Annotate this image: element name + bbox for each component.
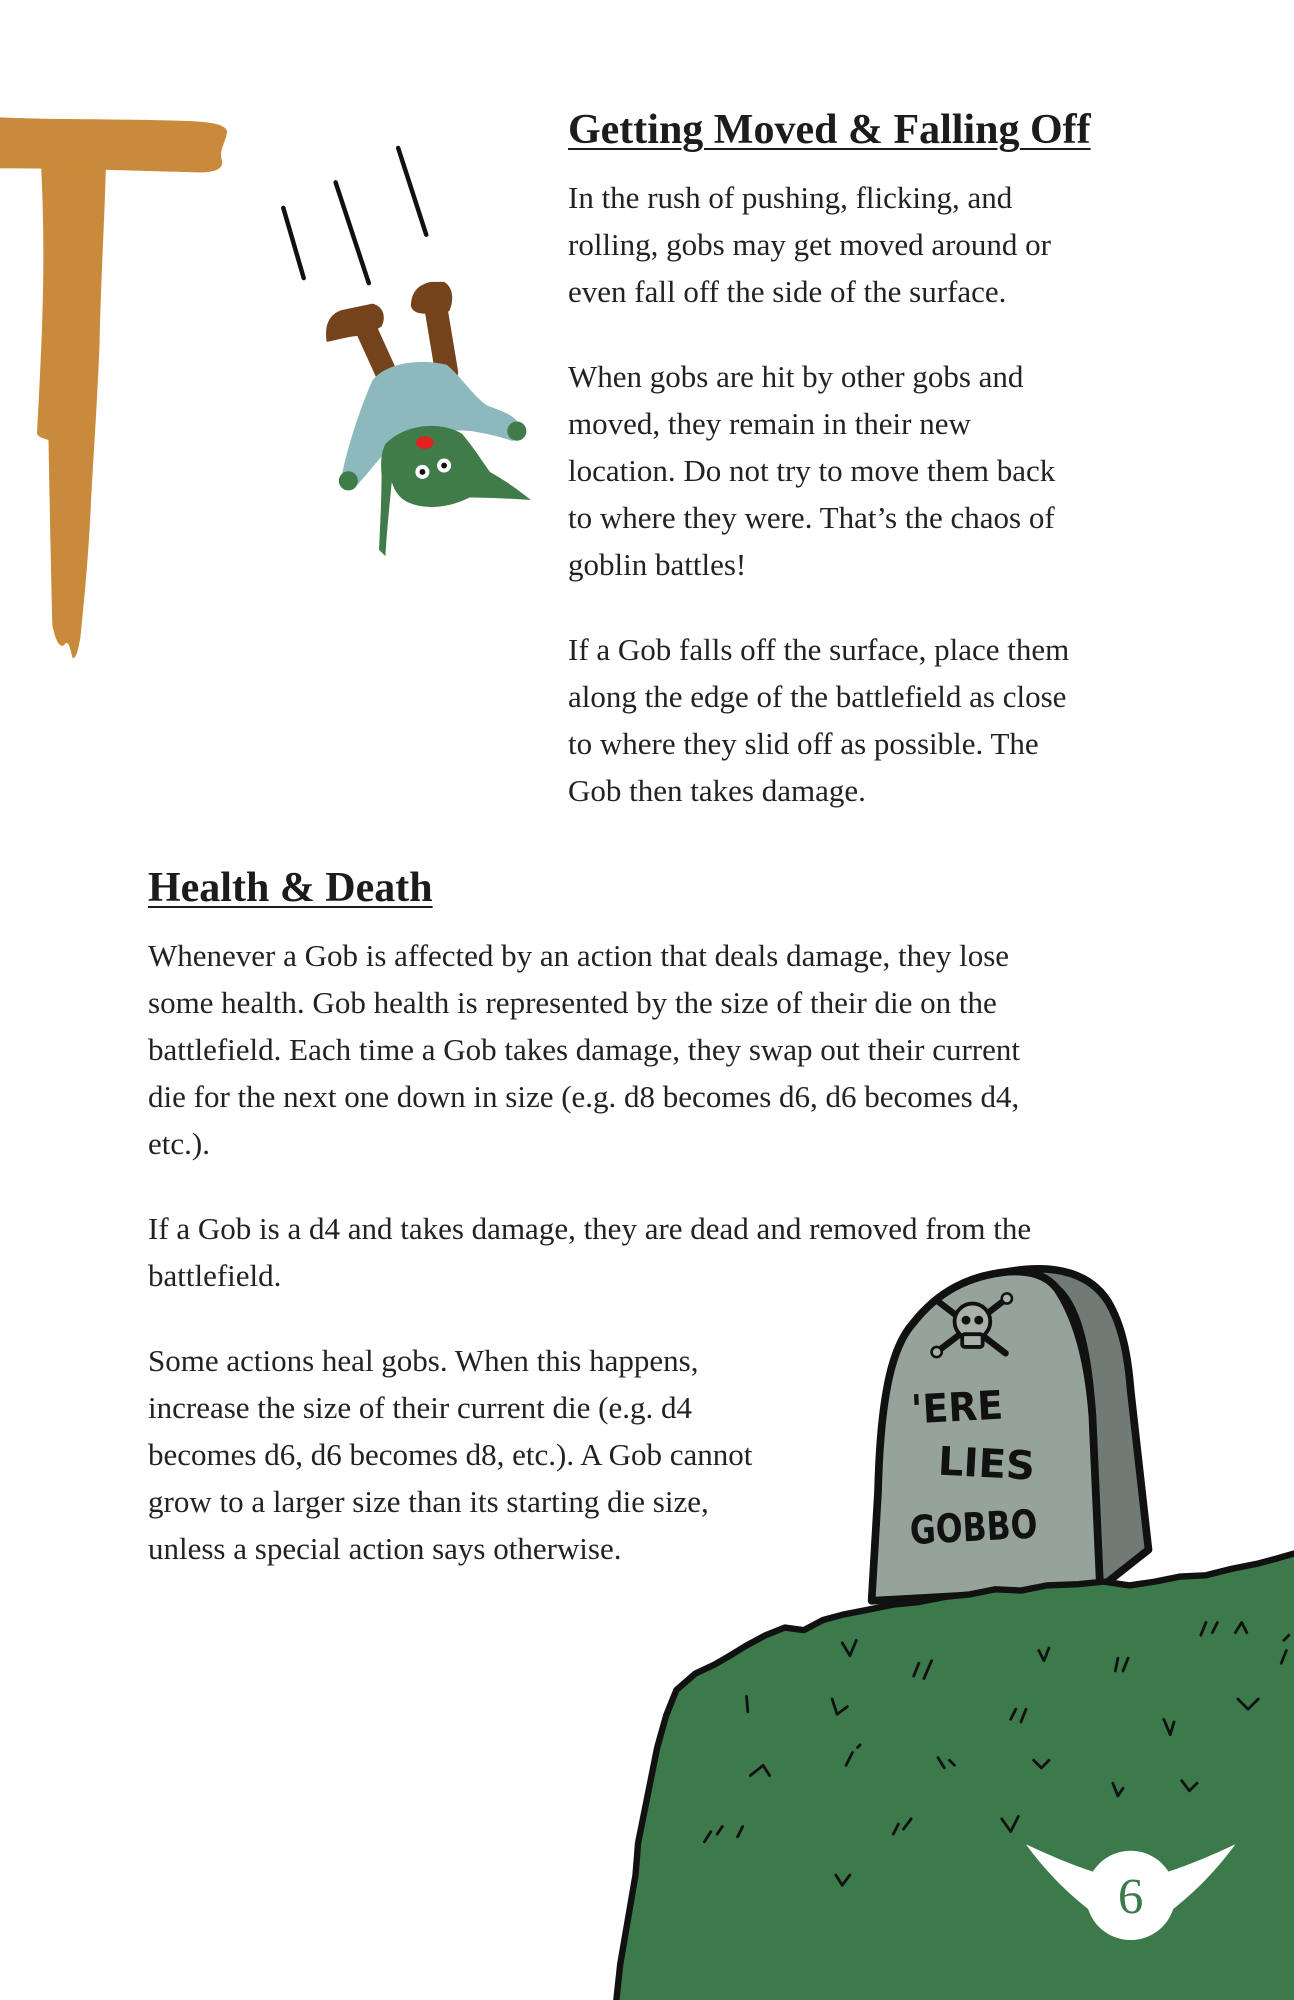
paragraph-line: die for the next one down in size (e.g. d8 becomes d6, d6 becomes d4, (148, 1079, 1020, 1114)
wooden-post-icon (0, 117, 227, 658)
motion-lines (283, 148, 426, 283)
inscription-line-2: LIES (936, 1438, 1035, 1490)
paragraph-line: to where they slid off as possible. The (568, 726, 1039, 761)
paragraph-line: etc.). (148, 1126, 210, 1161)
paragraph-line: along the edge of the battlefield as close (568, 679, 1067, 714)
section-getting-moved (568, 104, 1268, 852)
paragraph (148, 1205, 1248, 1299)
paragraph-line: If a Gob is a d4 and takes damage, they are dead and removed from the (148, 1211, 1032, 1246)
paragraph-line: Gob then takes damage. (568, 773, 866, 808)
goblin-hand-right (507, 422, 526, 441)
paragraph-line: Whenever a Gob is affected by an action that deals damage, they lose (148, 938, 1010, 973)
paragraph (568, 626, 1268, 814)
paragraph-line: unless a special action says otherwise. (148, 1531, 622, 1566)
paragraph-line: Some actions heal gobs. When this happens, (148, 1343, 699, 1378)
paragraph (148, 1337, 1248, 1572)
paragraph-line: becomes d6, d6 becomes d8, etc.). A Gob cannot (148, 1437, 753, 1472)
paragraph (568, 353, 1268, 588)
inscription-line-3: GOBBO (908, 1499, 1071, 1555)
paragraph-line: goblin battles! (568, 547, 747, 582)
paragraph-line: grow to a larger size than its starting die size, (148, 1484, 709, 1519)
paragraph-line: some health. Gob health is represented by the size of their die on the (148, 985, 997, 1020)
grass-hill-fill (616, 1554, 1294, 2000)
paragraph-line: In the rush of pushing, flicking, and (568, 180, 1013, 215)
paragraph-line: moved, they remain in their new (568, 406, 971, 441)
paragraph-line: rolling, gobs may get moved around or (568, 227, 1051, 262)
post-crossbar (0, 117, 227, 172)
goblin-head (379, 426, 531, 556)
grass-hill-icon (616, 1554, 1294, 2000)
paragraph-line: increase the size of their current die (e.g. d4 (148, 1390, 692, 1425)
paragraph-line: battlefield. (148, 1258, 282, 1293)
paragraph (568, 174, 1268, 315)
paragraph (148, 932, 1248, 1167)
post-upright (37, 160, 106, 658)
paragraph-line: If a Gob falls off the surface, place them (568, 632, 1070, 667)
goblin-mark (416, 436, 434, 449)
paragraph-line: even fall off the side of the surface. (568, 274, 1007, 309)
section-heading: Getting Moved & Falling Off (568, 107, 1091, 153)
section-heading: Health & Death (148, 865, 433, 911)
paragraph-line: to where they were. That’s the chaos of (568, 500, 1055, 535)
falling-goblin-icon (283, 148, 531, 556)
page-number: 6 (1117, 1869, 1144, 1926)
paragraph-line: battlefield. Each time a Gob takes damage, they swap out their current (148, 1032, 1020, 1067)
section-health-death (148, 862, 1248, 1610)
goblin-hand-left (339, 471, 358, 490)
inscription-line-1: 'ERE (910, 1382, 1009, 1434)
paragraph-line: location. Do not try to move them back (568, 453, 1056, 488)
paragraph-line: When gobs are hit by other gobs and (568, 359, 1024, 394)
